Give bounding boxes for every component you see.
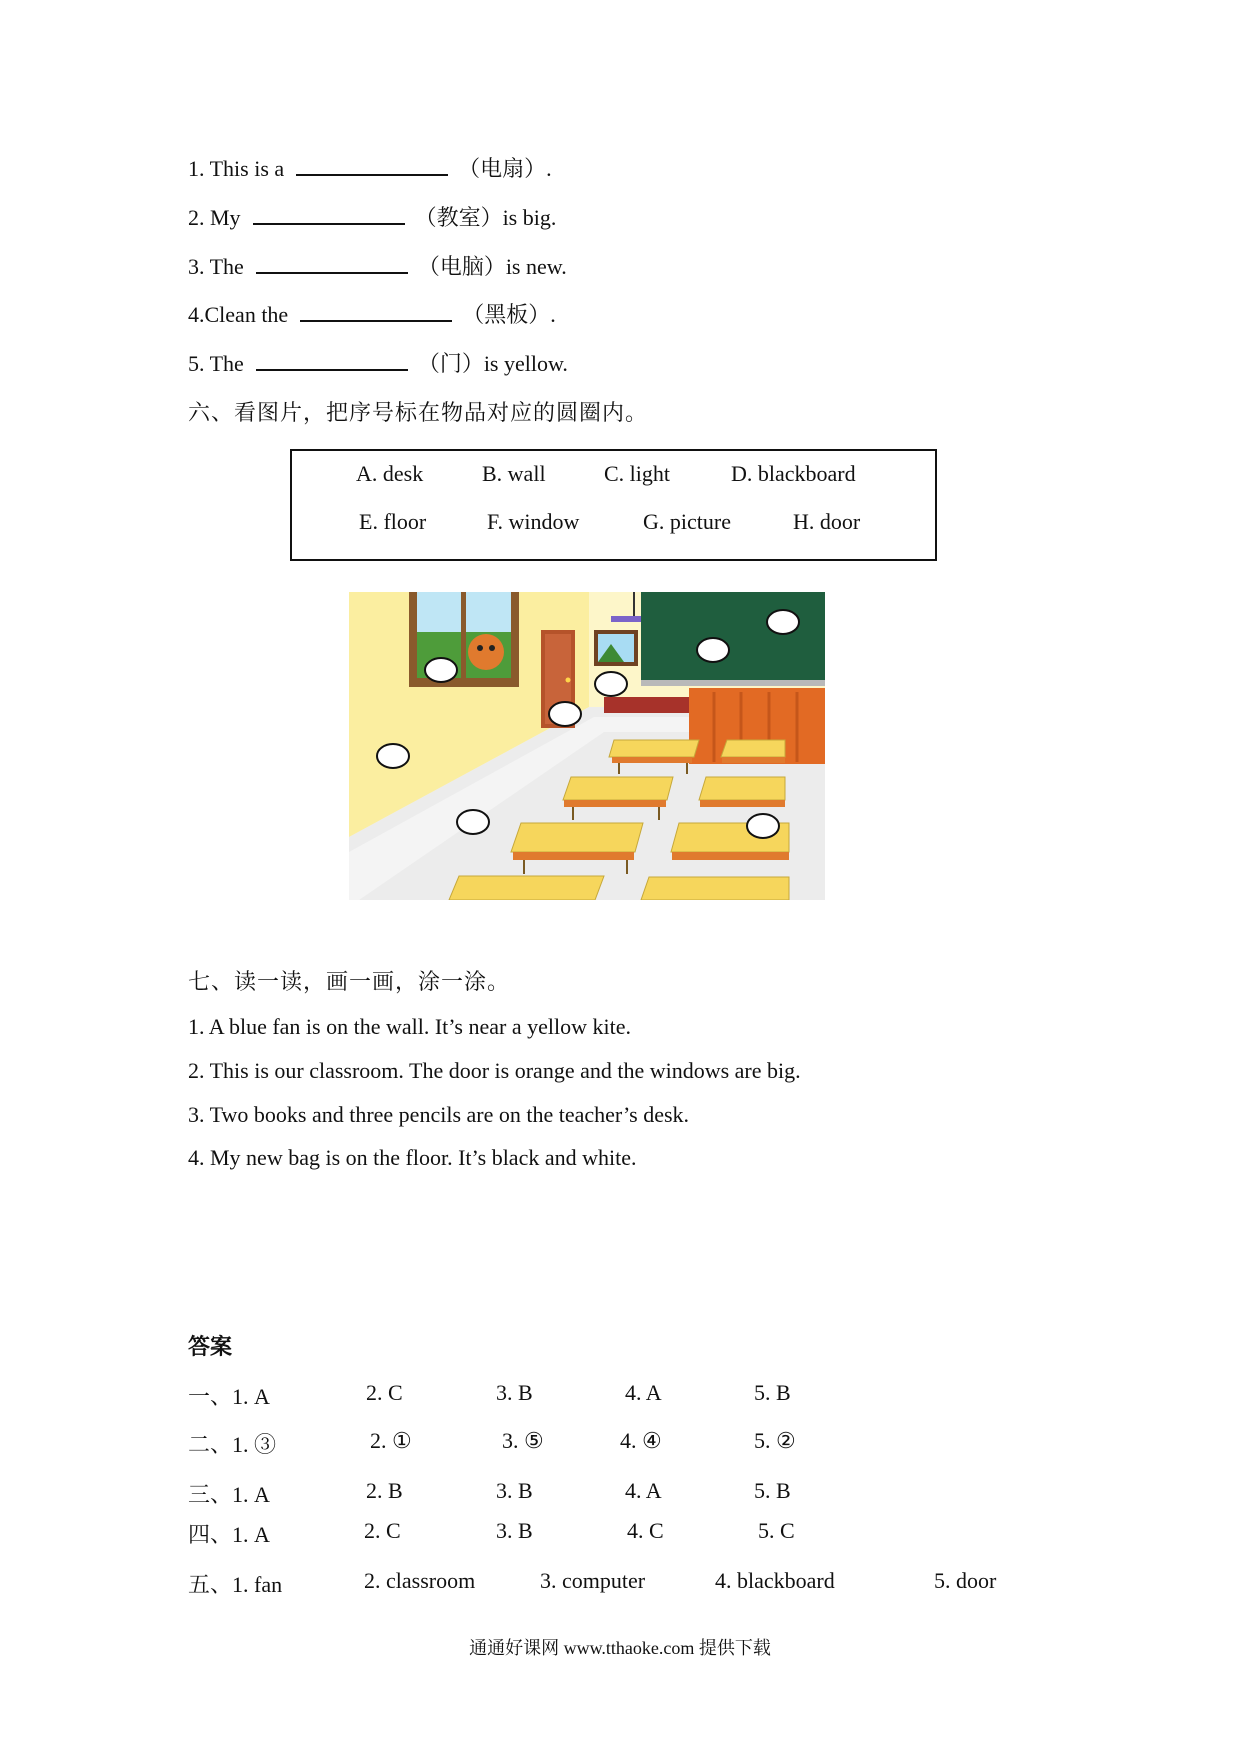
reading-item-1: 1. A blue fan is on the wall. It’s near a yellow kite. [188, 1014, 631, 1039]
answer-label: 五、1. fan [188, 1572, 283, 1597]
answer-cell: 2. classroom [364, 1568, 476, 1593]
option-e: E. floor [359, 509, 427, 534]
answer-cell: 4. ④ [620, 1428, 662, 1453]
answer-cell: 3. ⑤ [502, 1428, 544, 1453]
fill-item-text: 1. This is a [188, 156, 285, 181]
fill-item-hint: （门）is yellow. [417, 351, 568, 376]
answer-label: 二、1. ③ [188, 1432, 277, 1457]
fill-item-text: 2. My [188, 205, 241, 230]
answer-cell: 5. door [934, 1568, 997, 1593]
fill-item-text: 3. The [188, 254, 244, 279]
option-d: D. blackboard [731, 461, 856, 486]
section6-title: 六、看图片，把序号标在物品对应的圆圈内。 [188, 400, 649, 425]
answer-blank[interactable] [300, 302, 452, 322]
fill-item-text: 5. The [188, 351, 244, 376]
answer-cell: 3. B [496, 1478, 533, 1503]
fill-item-2 [188, 201, 556, 232]
answer-cell: 5. ② [754, 1428, 796, 1453]
option-f: F. window [487, 509, 580, 534]
section7-title: 七、读一读，画一画，涂一涂。 [188, 969, 511, 994]
answer-cell: 2. C [366, 1380, 403, 1405]
answer-cell: 4. A [625, 1478, 662, 1503]
answer-cell: 2. B [366, 1478, 403, 1503]
answer-cell: 5. B [754, 1478, 791, 1503]
option-g: G. picture [643, 509, 731, 534]
answer-cell: 2. ① [370, 1428, 412, 1453]
option-h: H. door [793, 509, 861, 534]
answer-blank[interactable] [296, 156, 448, 176]
answers-title: 答案 [188, 1335, 233, 1360]
fill-item-hint: （教室）is big. [414, 205, 557, 230]
fill-item-5 [188, 347, 568, 378]
answer-cell: 5. B [754, 1380, 791, 1405]
classroom-illustration [349, 592, 825, 900]
fill-item-4 [188, 298, 556, 329]
fill-item-hint: （电扇）. [458, 156, 552, 181]
answer-label: 三、1. A [188, 1482, 270, 1507]
answer-cell: 4. blackboard [715, 1568, 835, 1593]
fill-item-text: 4.Clean the [188, 302, 289, 327]
option-a: A. desk [356, 461, 424, 486]
answer-blank[interactable] [253, 205, 405, 225]
fill-item-3 [188, 250, 567, 281]
reading-item-3: 3. Two books and three pencils are on the teacher’s desk. [188, 1102, 690, 1127]
answer-cell: 2. C [364, 1518, 401, 1543]
answer-blank[interactable] [256, 254, 408, 274]
footer-text: 通通好课网 www.tthaoke.com 提供下载 [469, 1638, 771, 1658]
reading-item-2: 2. This is our classroom. The door is orange and the windows are big. [188, 1058, 801, 1083]
answer-label: 一、1. A [188, 1384, 270, 1409]
answer-cell: 4. A [625, 1380, 662, 1405]
option-c: C. light [604, 461, 671, 486]
fill-item-1 [188, 152, 552, 183]
answer-cell: 5. C [758, 1518, 795, 1543]
word-box [290, 449, 937, 561]
fill-item-hint: （黑板）. [462, 302, 556, 327]
answer-cell: 3. B [496, 1380, 533, 1405]
reading-item-4: 4. My new bag is on the floor. It’s black and white. [188, 1145, 637, 1170]
answer-cell: 4. C [627, 1518, 664, 1543]
answer-cell: 3. computer [540, 1568, 646, 1593]
option-b: B. wall [482, 461, 546, 486]
answer-cell: 3. B [496, 1518, 533, 1543]
answer-blank[interactable] [256, 351, 408, 371]
answer-label: 四、1. A [188, 1522, 270, 1547]
fill-item-hint: （电脑）is new. [417, 254, 567, 279]
